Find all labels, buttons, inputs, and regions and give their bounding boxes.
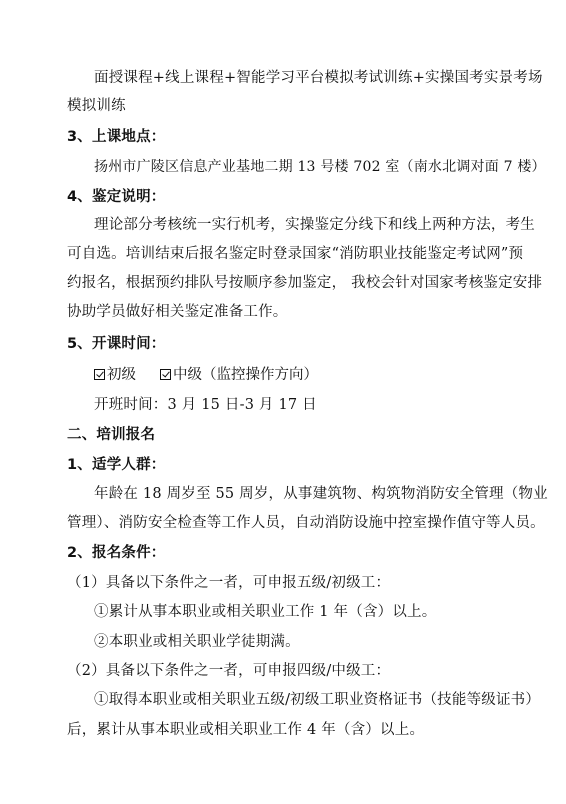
condition-1-item-1: ①累计从事本职业或相关职业工作 1 年（含）以上。 <box>94 604 437 620</box>
condition-2-line-2: 后，累计从事本职业或相关职业工作 4 年（含）以上。 <box>67 722 425 738</box>
option-junior <box>94 365 136 385</box>
registration-heading: 二、培训报名 <box>67 427 156 443</box>
checked-box-icon <box>94 369 105 380</box>
condition-1-title: （1）具备以下条件之一者，可申报五级/初级工： <box>67 575 391 591</box>
audience-line-2: 管理）、消防安全检查等工作人员，自动消防设施中控室操作值守等人员。 <box>67 515 545 531</box>
training-mode-line-1: 面授课程+线上课程+智能学习平台模拟考试训练+实操国考实景考场 <box>94 70 543 86</box>
appraisal-line-1: 理论部分考核统一实行机考，实操鉴定分线下和线上两种方法，考生 <box>94 217 535 233</box>
checked-box-icon <box>160 369 171 380</box>
training-mode-line-2: 模拟训练 <box>67 98 126 114</box>
option-intermediate-label: 中级（监控操作方向） <box>173 367 318 383</box>
audience-line-1: 年龄在 18 周岁至 55 周岁，从事建筑物、构筑物消防安全管理（物业 <box>94 486 548 502</box>
location-heading: 3、上课地点： <box>67 129 166 145</box>
audience-heading: 1、适学人群： <box>67 457 166 473</box>
condition-1-item-2: ②本职业或相关职业学徒期满。 <box>94 634 300 650</box>
class-schedule: 开班时间：3 月 15 日-3 月 17 日 <box>94 397 317 413</box>
location-text: 扬州市广陵区信息产业基地二期 13 号楼 702 室（南水北调对面 7 楼） <box>94 159 546 175</box>
condition-2-line-1: ①取得本职业或相关职业五级/初级工职业资格证书（技能等级证书） <box>94 692 541 708</box>
appraisal-heading: 4、鉴定说明： <box>67 189 166 205</box>
conditions-heading: 2、报名条件： <box>67 545 166 561</box>
level-options <box>94 365 514 385</box>
appraisal-line-3: 约报名，根据预约排队号按顺序参加鉴定， 我校会针对国家考核鉴定安排 <box>67 275 543 291</box>
appraisal-line-4: 协助学员做好相关鉴定准备工作。 <box>67 304 288 320</box>
start-time-heading: 5、开课时间： <box>67 336 166 352</box>
condition-2-title: （2）具备以下条件之一者，可申报四级/中级工： <box>67 663 391 679</box>
option-junior-label: 初级 <box>107 367 136 383</box>
appraisal-line-2: 可自选。培训结束后报名鉴定时登录国家“消防职业技能鉴定考试网”预 <box>67 246 524 262</box>
option-intermediate <box>160 365 318 385</box>
